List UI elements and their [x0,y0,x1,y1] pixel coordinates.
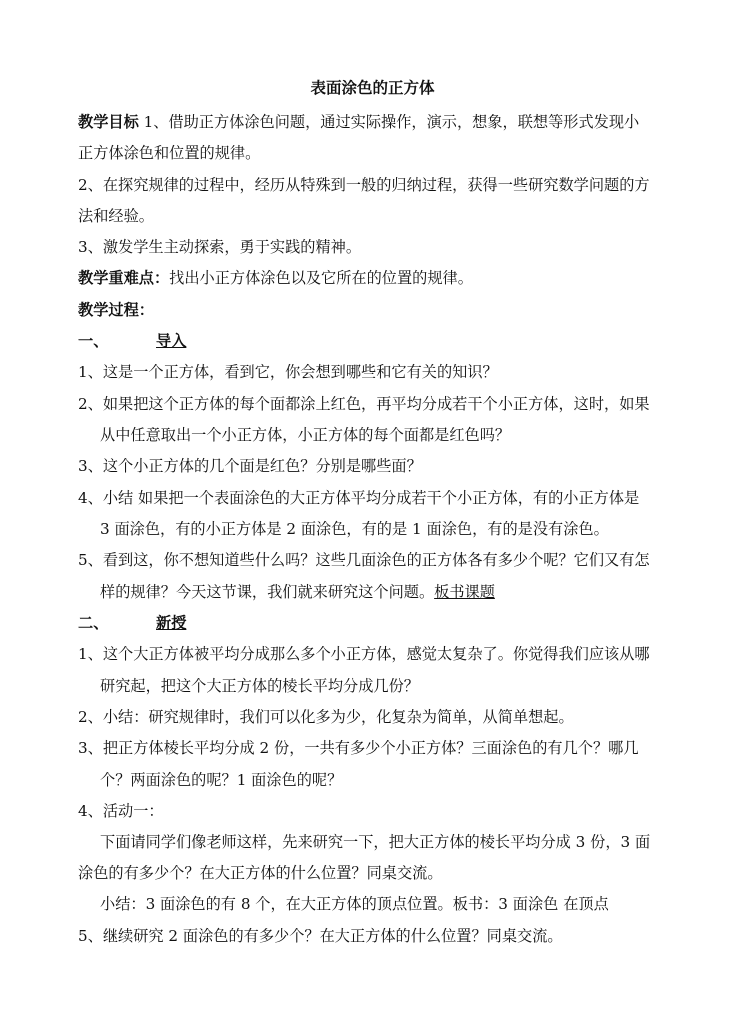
document-title: 表面涂色的正方体 [310,78,435,97]
section-2-title: 新授 [156,614,187,632]
section-1-item-2-cont: 从中任意取出一个小正方体，小正方体的每个面都是红色吗？ [100,426,511,444]
section-2-item-2: 2、小结：研究规律时，我们可以化多为少，化复杂为简单，从简单想起。 [78,708,574,726]
objective-2-continuation: 法和经验。 [78,207,154,225]
section-2-item-4: 4、活动一： [78,802,164,820]
section-1-item-4-cont: 3 面涂色，有的小正方体是 2 面涂色，有的是 1 面涂色，有的是没有涂色。 [100,520,609,538]
section-1-item-4: 4、小结 如果把一个表面涂色的大正方体平均分成若干个小正方体，有的小正方体是 [78,489,640,507]
section-1-item-5: 5、看到这，你不想知道些什么吗？这些几面涂色的正方体各有多少个呢？它们又有怎 [78,551,650,569]
section-1-title: 导入 [156,332,187,350]
section-1-heading [78,329,186,353]
key-points-label: 教学重难点： [78,269,170,287]
section-1-item-1: 1、这是一个正方体，看到它，你会想到哪些和它有关的知识？ [78,363,498,381]
section-1-number: 一、 [78,332,109,350]
section-1-item-5-cont [100,580,495,604]
objectives-line [78,110,639,134]
section-2-heading [78,611,186,635]
activity-1-text: 下面请同学们像老师这样，先来研究一下，把大正方体的棱长平均分成 3 份，3 面 [100,833,651,851]
section-2-item-3-cont: 个？两面涂色的呢？1 面涂色的呢？ [100,771,343,789]
objective-2-text: 2、在探究规律的过程中，经历从特殊到一般的归纳过程，获得一些研究数学问题的方 [78,176,650,194]
key-points-line [78,266,473,290]
section-2-item-1: 1、这个大正方体被平均分成那么多个小正方体，感觉太复杂了。你觉得我们应该从哪 [78,645,650,663]
process-heading: 教学过程： [78,301,154,319]
objective-3-text: 3、激发学生主动探索，勇于实践的精神。 [78,238,362,256]
section-2-item-5: 5、继续研究 2 面涂色的有多少个？在大正方体的什么位置？同桌交流。 [78,927,563,945]
board-title-note: 板书课题 [434,583,495,601]
section-2-item-1-cont: 研究起，把这个大正方体的棱长平均分成几份？ [100,677,419,695]
key-points-text: 找出小正方体涂色以及它所在的位置的规律。 [169,269,473,287]
objective-1-text: 1、借助正方体涂色问题，通过实际操作，演示，想象，联想等形式发现小 [138,113,640,131]
activity-1-summary: 小结：3 面涂色的有 8 个，在大正方体的顶点位置。板书：3 面涂色 在顶点 [100,895,609,913]
section-2-number: 二、 [78,614,109,632]
section-1-item-2: 2、如果把这个正方体的每个面都涂上红色，再平均分成若干个小正方体，这时，如果 [78,395,650,413]
section-1-item-5-text: 样的规律？今天这节课，我们就来研究这个问题。 [100,583,435,601]
section-2-item-3: 3、把正方体棱长平均分成 2 份，一共有多少个小正方体？三面涂色的有几个？哪几 [78,739,639,757]
objective-1-continuation: 正方体涂色和位置的规律。 [78,144,261,162]
activity-1-text-cont: 涂色的有多少个？在大正方体的什么位置？同桌交流。 [78,864,443,882]
section-1-item-3: 3、这个小正方体的几个面是红色？分别是哪些面？ [78,457,422,475]
objectives-label: 教学目标 [78,113,139,131]
